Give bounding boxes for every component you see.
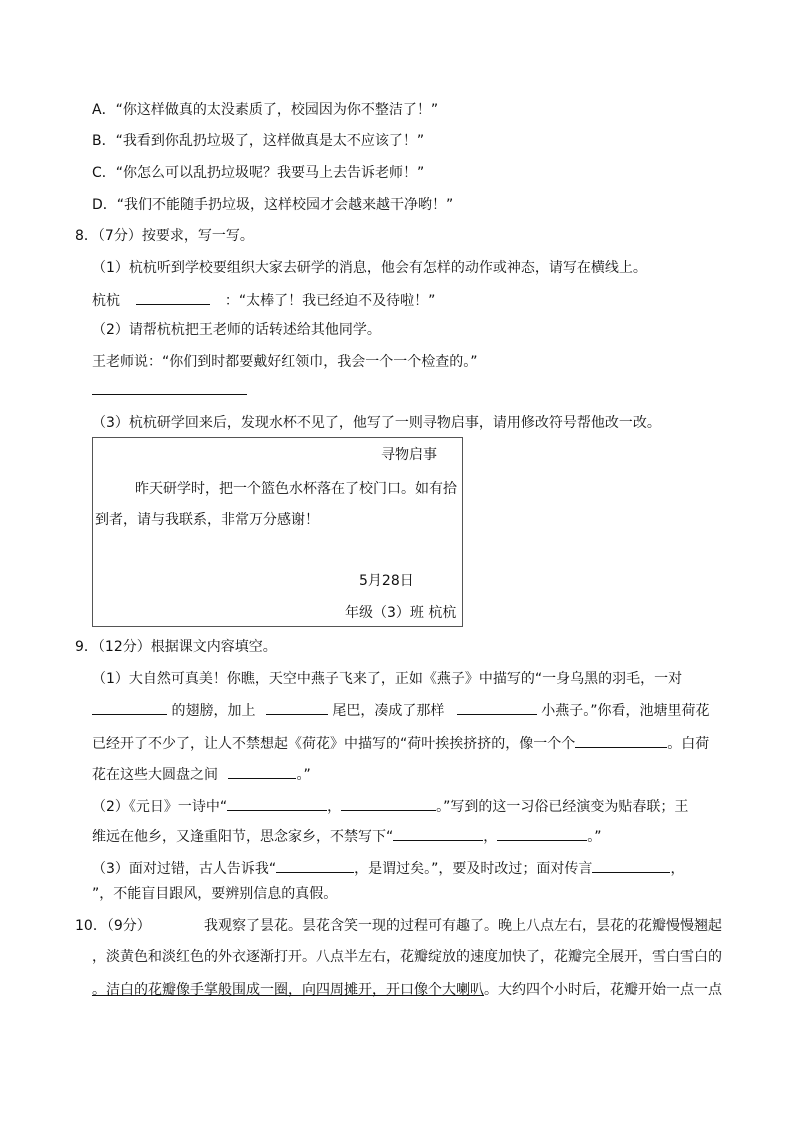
q10-passage-line1: 我观察了昙花。昙花含笑一现的过程可有趣了。晚上八点左右，昙花的花瓣慢慢翘起: [204, 918, 722, 934]
answer-blank[interactable]: [393, 826, 483, 841]
text-segment: ，是谓过矣。”，要及时改过；面对传言: [354, 861, 593, 877]
text-segment: ，: [670, 861, 685, 877]
q9-stem: 9．（12分）根据课文内容填空。: [75, 639, 277, 655]
option-c: C．“你怎么可以乱扔垃圾呢？我要马上去告诉老师！”: [92, 165, 425, 181]
text-segment: 已经开了不少了，让人不禁想起《荷花》中描写的“荷叶挨挨挤挤的，像一个个: [92, 736, 576, 752]
q9-part1-line2: [92, 700, 710, 721]
answer-blank[interactable]: [228, 764, 296, 779]
text-segment: 。”写到的这一习俗已经演变为贴春联；王: [436, 799, 689, 815]
text-segment: 。”: [587, 829, 602, 845]
answer-blank[interactable]: [92, 380, 247, 395]
q10-stem: 10．（9分）: [75, 918, 151, 934]
q9-part1-line1: （1）大自然可真美！你瞧，天空中燕子飞来了，正如《燕子》中描写的“一身乌黑的羽毛，一对: [92, 671, 683, 687]
answer-blank[interactable]: [341, 796, 436, 811]
text-segment: ，: [483, 829, 498, 845]
answer-blank[interactable]: [227, 796, 327, 811]
answer-blank[interactable]: [92, 700, 167, 715]
q9-part1-line3: [92, 733, 709, 754]
text-segment: 小燕子。”你看，池塘里荷花: [541, 703, 710, 719]
q9-part3-line1: [92, 858, 684, 879]
notice-body-line1: 昨天研学时，把一个篮色水杯落在了校门口。如有拾: [135, 481, 457, 497]
answer-blank[interactable]: [575, 733, 667, 748]
speaker-name: 杭杭: [92, 293, 120, 309]
text-segment: 。大约四个小时后，花瓣开始一点一点: [484, 982, 722, 998]
notice-signer: 年级（3）班 杭杭: [345, 605, 457, 621]
q8-part3: （3）杭杭研学回来后，发现水杯不见了，他写了一则寻物启事，请用修改符号帮他改一改。: [92, 415, 661, 431]
answer-blank[interactable]: [266, 700, 328, 715]
quote-text: ：“太棒了！我已经迫不及待啦！”: [224, 293, 436, 309]
text-segment: 。白荷: [667, 736, 710, 752]
text-segment: 。”: [296, 767, 311, 783]
answer-blank[interactable]: [497, 826, 587, 841]
text-segment: 的翅膀，加上: [171, 703, 256, 719]
lost-notice-box: [92, 437, 463, 627]
option-d: D．“我们不能随手扔垃圾，这样校园才会越来越干净哟！”: [92, 197, 454, 213]
answer-blank[interactable]: [457, 700, 537, 715]
notice-title: 寻物启事: [381, 447, 437, 463]
text-segment: 维远在他乡，又逢重阳节，思念家乡，不禁写下“: [92, 829, 394, 845]
text-segment: ，: [327, 799, 342, 815]
answer-blank[interactable]: [136, 290, 210, 305]
q10-passage-line3: [92, 980, 722, 1000]
q9-part2-line1: [92, 796, 688, 817]
q8-stem: 8．（7分）按要求，写一写。: [75, 228, 254, 244]
q8-part2: （2）请帮杭杭把王老师的话转述给其他同学。: [92, 322, 381, 338]
text-segment: （2）《元日》一诗中“: [92, 799, 228, 815]
answer-blank[interactable]: [276, 858, 354, 873]
notice-date: 5月28日: [359, 573, 414, 589]
q8-part2-answer-line[interactable]: [92, 380, 247, 401]
notice-body-line2: 到者，请与我联系，非常万分感谢！: [95, 512, 319, 528]
text-segment: （3）面对过错，古人告诉我“: [92, 861, 277, 877]
q8-part1: （1）杭杭听到学校要组织大家去研学的消息，他会有怎样的动作或神态，请写在横线上。: [92, 260, 647, 276]
q8-part1-answer-line: [92, 290, 435, 311]
text-segment: 尾巴，凑成了那样: [332, 703, 445, 719]
q8-part2-quote: 王老师说：“你们到时都要戴好红领巾，我会一个一个检查的。”: [92, 354, 478, 370]
answer-blank[interactable]: [592, 858, 670, 873]
q9-part2-line2: [92, 826, 602, 847]
underlined-sentence: 。洁白的花瓣像手掌般围成一圈，向四周摊开，开口像个大喇叭: [92, 982, 484, 998]
text-segment: 花在这些大圆盘之间: [92, 767, 218, 783]
q10-passage-line2: ，淡黄色和淡红色的外衣逐渐打开。八点半左右，花瓣绽放的速度加快了，花瓣完全展开，雪白雪白的: [92, 949, 722, 965]
option-a: A．“你这样做真的太没素质了，校园因为你不整洁了！”: [92, 102, 439, 118]
q9-part1-line4: [92, 764, 311, 785]
option-b: B．“我看到你乱扔垃圾了，这样做真是太不应该了！”: [92, 133, 425, 149]
q9-part3-line2: ”，不能盲目跟风，要辨别信息的真假。: [92, 886, 338, 902]
